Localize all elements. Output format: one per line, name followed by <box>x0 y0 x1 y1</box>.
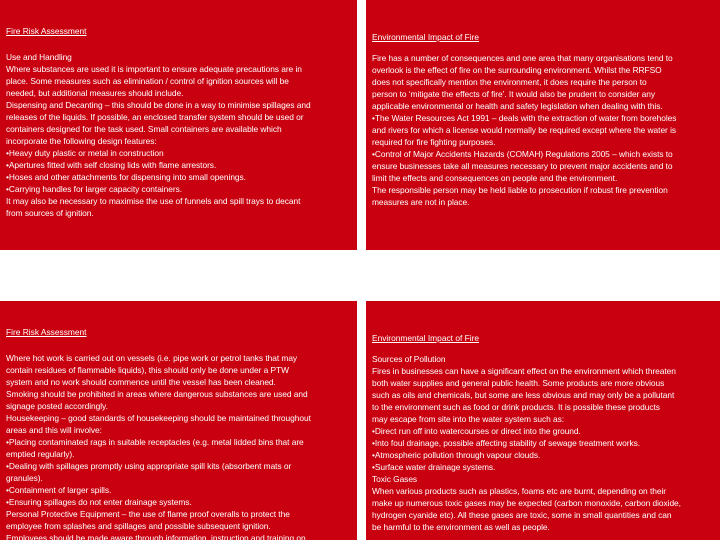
slide-title: Fire Risk Assessment <box>6 327 87 337</box>
body-line: measures are not in place. <box>372 197 470 207</box>
body-line: Where hot work is carried out on vessels (i.e. pipe work or petrol tanks that may <box>6 353 298 363</box>
bullet-line: •Ensuring spillages do not enter drainage systems. <box>6 497 192 507</box>
body-line: signage posted accordingly. <box>6 401 108 411</box>
body-line: Sources of Pollution <box>372 354 446 364</box>
slide-fire-risk-assessment-1 <box>0 0 357 250</box>
bullet-line: •Into foul drainage, possible affecting stability of sewage treatment works. <box>372 438 641 448</box>
bullet-line: •Surface water drainage systems. <box>372 462 496 472</box>
body-line: Housekeeping – good standards of housekeeping should be maintained throughout <box>6 413 311 423</box>
body-line: Smoking should be prohibited in areas where dangerous substances are used and <box>6 389 308 399</box>
body-line: does not specifically mention the environment, it does require the person to <box>372 77 647 87</box>
body-line: areas and this will involve: <box>6 425 102 435</box>
body-line: It may also be necessary to maximise the use of funnels and spill trays to decant <box>6 196 301 206</box>
body-line: Toxic Gases <box>372 474 418 484</box>
body-line: contain residues of flammable liquids), this should only be done under a PTW <box>6 365 289 375</box>
body-line: The responsible person may be held liable to prosecution if robust fire prevention <box>372 185 668 195</box>
body-line: both water supplies and general public health. Some products are more obvious <box>372 378 665 388</box>
body-line: Fire has a number of consequences and one area that many organisations tend to <box>372 53 673 63</box>
body-line: system and no work should commence until the vessel has been cleaned. <box>6 377 276 387</box>
body-line: Personal Protective Equipment – the use of flame proof overalls to protect the <box>6 509 290 519</box>
body-line: incorporate the following design features: <box>6 136 157 146</box>
body-line: granules). <box>6 473 43 483</box>
bullet-line: •Atmospheric pollution through vapour clouds. <box>372 450 541 460</box>
bullet-line: •Dealing with spillages promptly using appropriate spill kits (absorbent mats or <box>6 461 292 471</box>
body-line: person to ‘mitigate the effects of fire’. It would also be prudent to consider any <box>372 89 655 99</box>
body-line: from sources of ignition. <box>6 208 94 218</box>
body-line: needed, but additional measures should include. <box>6 88 184 98</box>
slide-title: Environmental Impact of Fire <box>372 333 480 343</box>
slide-body <box>372 353 714 533</box>
body-line: make up numerous toxic gases may be expected (carbon monoxide, carbon dioxide, <box>372 498 681 508</box>
bullet-line: •Hoses and other attachments for dispensing into small openings. <box>6 172 246 182</box>
body-line: ensure businesses take all measures necessary to prevent major accidents and to <box>372 161 673 171</box>
body-line: containers designed for the task used. Small containers are available which <box>6 124 282 134</box>
body-line: Dispensing and Decanting – this should be done in a way to minimise spillages and <box>6 100 311 110</box>
bullet-line: •Heavy duty plastic or metal in construction <box>6 148 164 158</box>
bullet-line: •Direct run off into watercourses or direct into the ground. <box>372 426 581 436</box>
bullet-line: •Containment of larger spills. <box>6 485 112 495</box>
body-line: required for fire fighting purposes. <box>372 137 496 147</box>
slide-title: Fire Risk Assessment <box>6 26 87 36</box>
body-line: releases of the liquids. If possible, an enclosed transfer system should be used or <box>6 112 304 122</box>
body-line: Use and Handling <box>6 52 72 62</box>
body-line: to the environment such as food or drink products. It is possible these products <box>372 402 660 412</box>
body-line: what to do in regards to spillages. <box>6 545 130 555</box>
bullet-line: •Carrying handles for larger capacity containers. <box>6 184 182 194</box>
slide-body <box>6 51 351 219</box>
body-line: emptied regularly). <box>6 449 75 459</box>
bullet-line: •The Water Resources Act 1991 – deals with the extraction of water from boreholes <box>372 113 677 123</box>
bullet-line: •Apertures fitted with self closing lids with flame arrestors. <box>6 160 217 170</box>
body-line: be harmful to the environment as well as people. <box>372 522 550 532</box>
body-line: Fires in businesses can have a significant effect on the environment which threaten <box>372 366 676 376</box>
slide-body <box>6 352 351 556</box>
body-line: may escape from site into the water system such as: <box>372 414 565 424</box>
body-line: When various products such as plastics, foams etc are burnt, depending on their <box>372 486 666 496</box>
slide-title: Environmental Impact of Fire <box>372 32 480 42</box>
body-line: such as oils and chemicals, but some are less obvious and may only be a pollutant <box>372 390 675 400</box>
body-line: limit the effects and consequences on people and the environment. <box>372 173 618 183</box>
bullet-line: •Control of Major Accidents Hazards (COMAH) Regulations 2005 – which exists to <box>372 149 673 159</box>
slide-body <box>372 52 714 208</box>
body-line: hydrogen cyanide etc). All these gases are toxic, some in small quantities and can <box>372 510 672 520</box>
body-line: employee from splashes and spillages and possible subsequent ignition. <box>6 521 271 531</box>
slide-environmental-impact-1 <box>366 0 720 250</box>
slide-fire-risk-assessment-2 <box>0 301 357 555</box>
body-line: overlook is the effect of fire on the surrounding environment. Whilst the RRFSO <box>372 65 662 75</box>
slide-environmental-impact-2 <box>366 301 720 540</box>
body-line: place. Some measures such as elimination / control of ignition sources will be <box>6 76 289 86</box>
body-line: applicable environmental or health and safety legislation when dealing with this. <box>372 101 663 111</box>
body-line: Where substances are used it is important to ensure adequate precautions are in <box>6 64 302 74</box>
body-line: Employees should be made aware through information, instruction and training on <box>6 533 306 543</box>
bullet-line: •Placing contaminated rags in suitable receptacles (e.g. metal lidded bins that are <box>6 437 304 447</box>
body-line: and rivers for which a license would normally be required except where the water is <box>372 125 677 135</box>
